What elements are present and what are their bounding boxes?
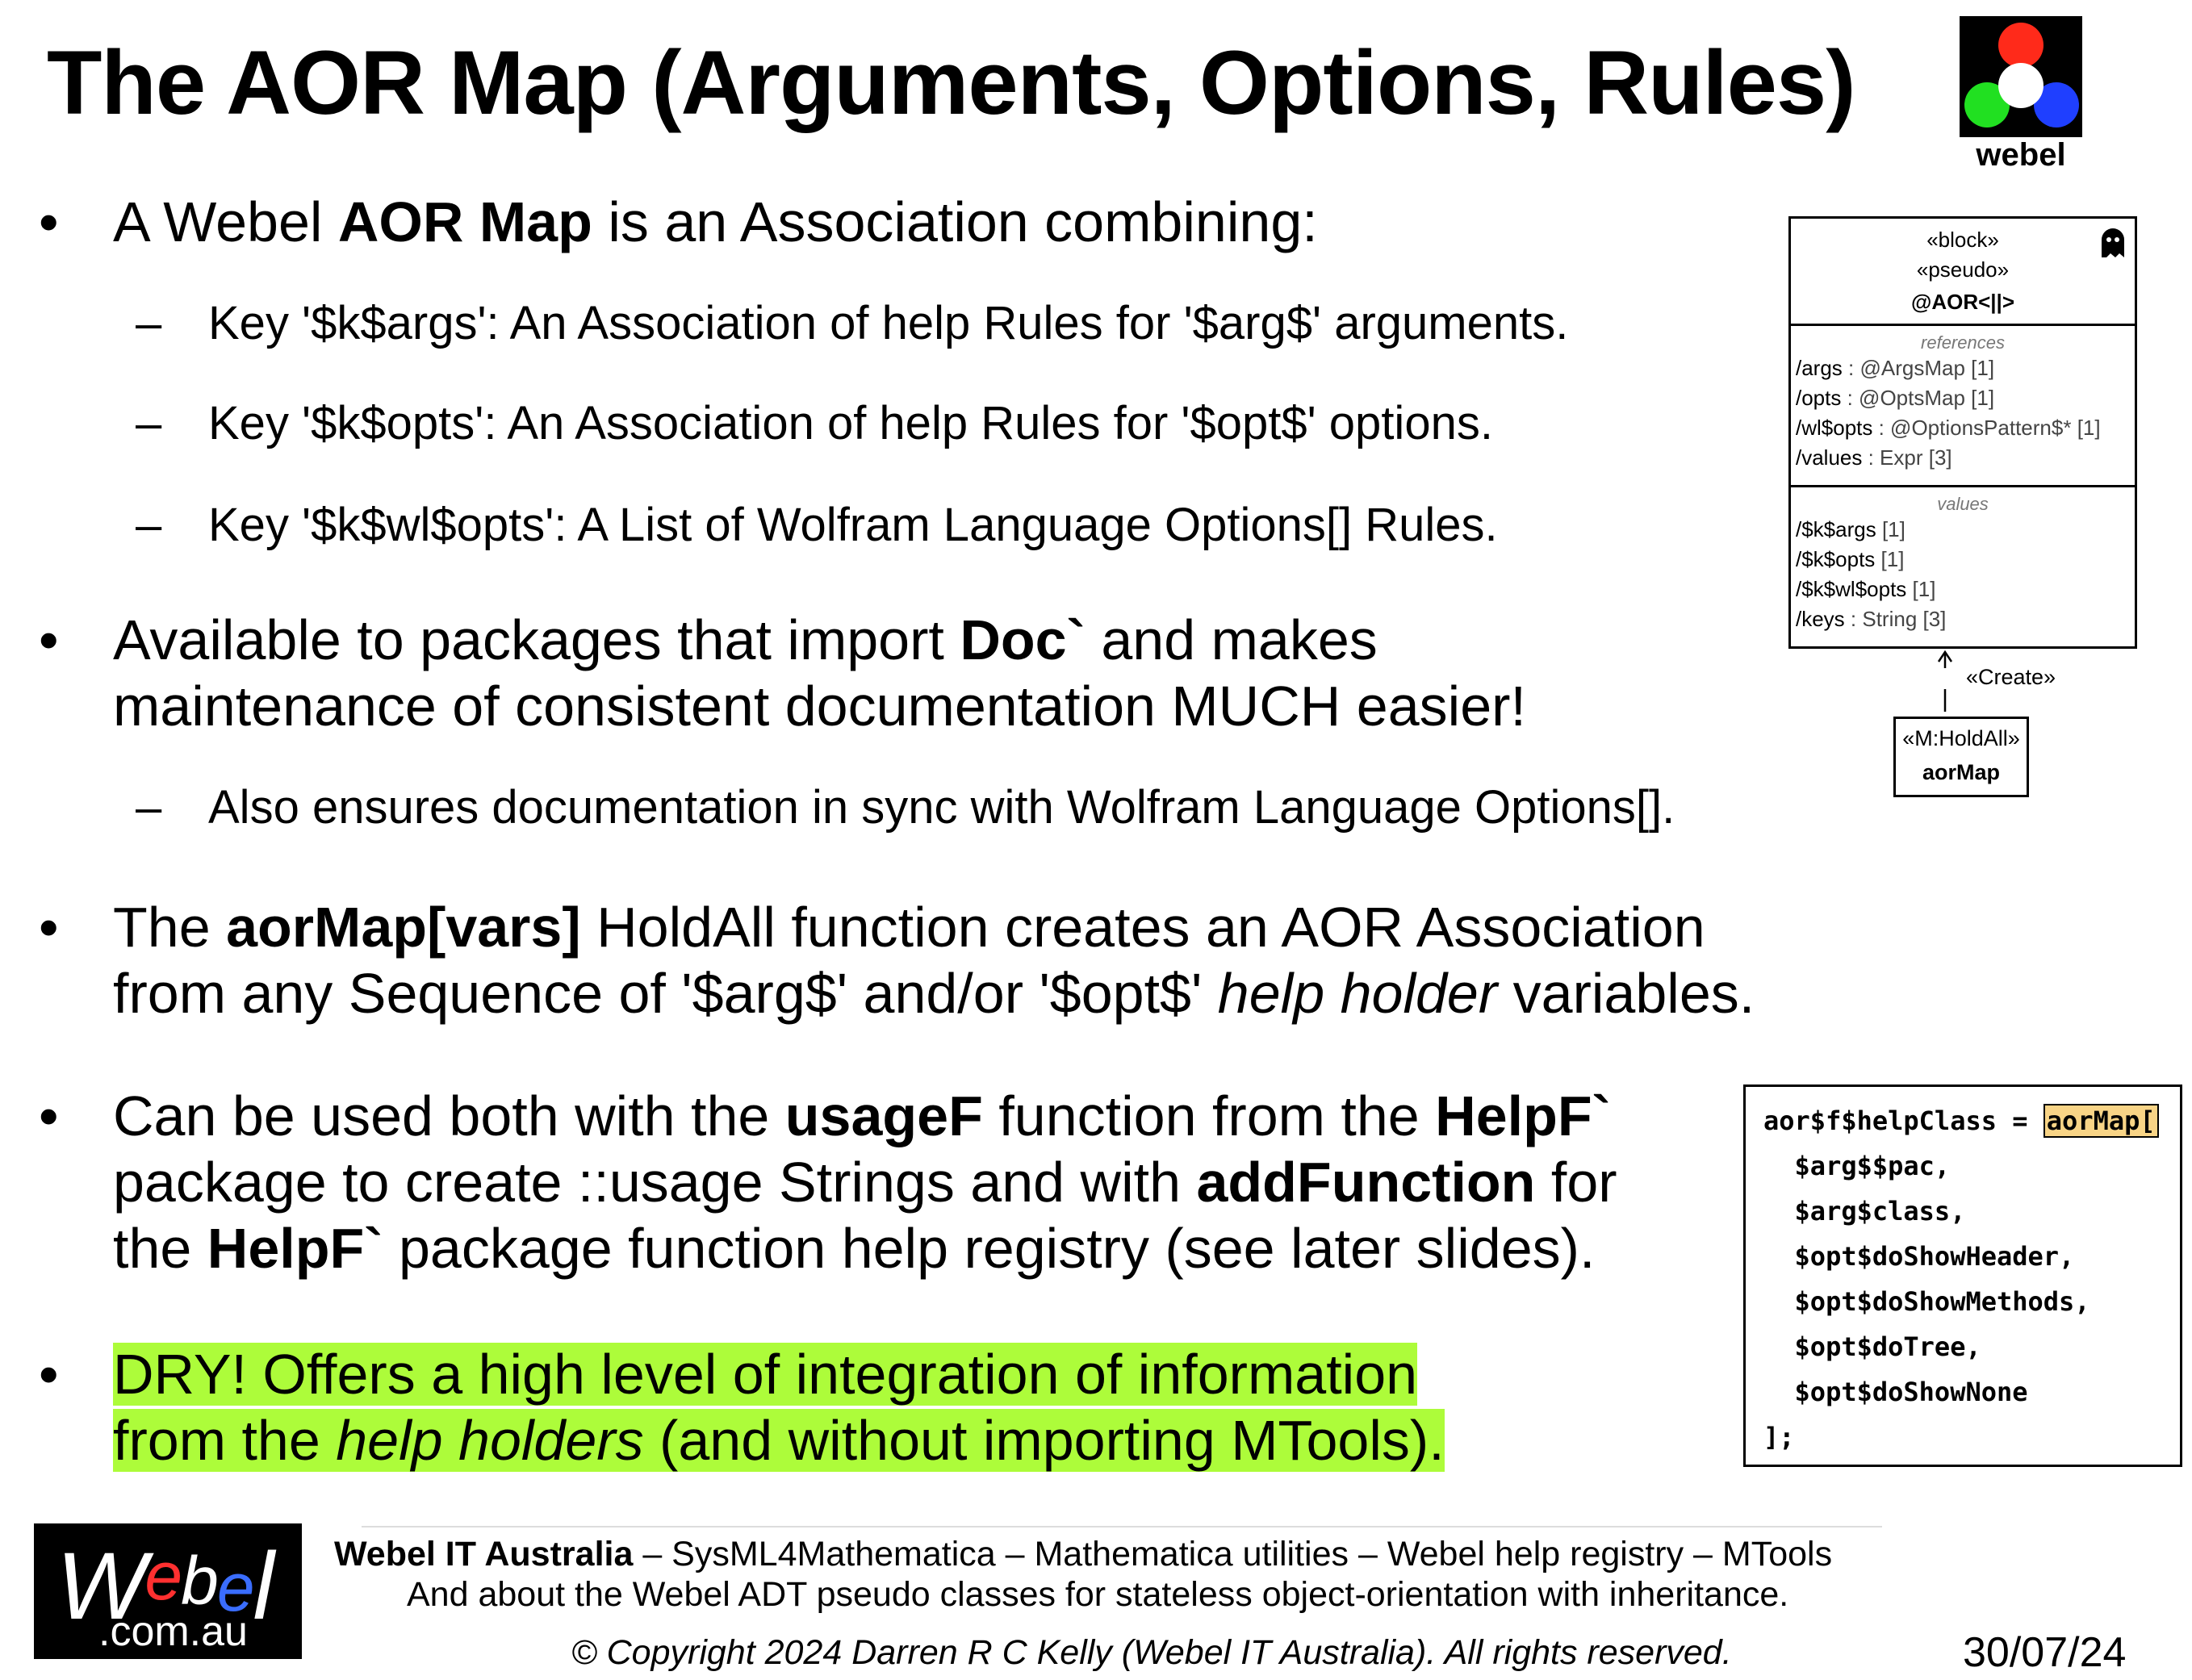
property-name: /$k$wl$opts [1796,577,1907,601]
sub-bullet-text: Key '$k$wl$opts': A List of Wolfram Language Options[] Rules. [208,499,1498,551]
property-type: : @OptionsPattern$* [1] [1872,416,2101,440]
text-run: variables. [1497,962,1755,1025]
text-run: is an Association combining: [592,190,1318,253]
bullet-text [113,1217,1595,1280]
bullet-line [113,189,1318,255]
logo-sub-text: .com.au [98,1608,248,1655]
property-type: [1] [1906,577,1936,601]
logo-main-text: $W^ebel$ [56,1533,273,1640]
bullet-text [113,1151,1617,1214]
footer-line-1 [334,1535,1832,1574]
create-label: «Create» [1966,665,2056,689]
bullet-marker: • [39,896,59,959]
bold-term: HelpF` [1435,1084,1611,1147]
bullet-text [113,962,1755,1025]
code-line: $arg$$pac, [1763,1151,1951,1181]
bullet-line [113,1215,1595,1281]
property-type: : String [3] [1844,607,1947,631]
code-example [1743,1084,2182,1467]
bullet-marker: • [39,608,59,671]
bullet-marker: • [39,1084,59,1147]
bullet-line [113,960,1755,1026]
property-name: /opts [1796,386,1842,410]
uml-property [1791,443,2135,473]
uml-property [1791,515,2135,545]
text-run: from the [113,1409,337,1472]
bullet-text [113,675,1526,738]
text-run: for [1535,1151,1617,1214]
uml-function-aormap [1893,717,2029,797]
bullet-line [113,1407,1445,1473]
footer-divider [362,1525,1882,1528]
footer-copyright: © Copyright 2024 Darren R C Kelly (Webel IT Australia). All rights reserved. [571,1633,1732,1672]
footer-company: Webel IT Australia [334,1535,634,1573]
text-run: maintenance of consistent documentation MUCH easier! [113,675,1526,738]
slide-title: The AOR Map (Arguments, Options, Rules) [47,32,1855,133]
bold-term: usageF [784,1084,983,1147]
bullet-text [113,190,1318,253]
stereotype-pseudo: «pseudo» [1916,257,2010,282]
bold-term: Doc` [960,608,1086,671]
bold-term: AOR Map [337,190,592,253]
text-run: DRY! Offers a high level of integration of information [113,1343,1418,1406]
rgb-circles-icon [1960,16,2082,137]
bullet-text [113,896,1705,959]
bold-term: aorMap[vars] [226,896,581,959]
bullet-text [113,1084,1611,1147]
property-type: : Expr [3] [1862,445,1952,470]
property-name: /$k$opts [1796,547,1876,571]
values-compartment [1791,485,2135,634]
code-line: $arg$class, [1763,1196,1966,1227]
text-run: The [113,896,227,959]
bold-term: addFunction [1196,1151,1536,1214]
uml-property [1791,604,2135,634]
uml-property [1791,413,2135,443]
create-dependency-arrow [1937,649,1953,712]
function-stereotype: «M:HoldAll» [1902,726,2020,750]
highlighted-text [113,1409,1445,1472]
bullet-line [113,607,1378,673]
webel-rgb-logo [1960,16,2082,137]
footer-topics: – SysML4Mathematica – Mathematica utilities – Webel help registry – MTools [633,1535,1833,1573]
property-type: [1] [1875,547,1905,571]
text-run: the [113,1217,207,1280]
sub-bullet-text: Key '$k$opts': An Association of help Rules for '$opt$' options. [208,397,1493,449]
ghost-icon [2099,227,2127,259]
code-line: $opt$doShowNone [1763,1377,2028,1407]
property-name: /wl$opts [1796,416,1873,440]
text-run: package function help registry (see later slides). [383,1217,1596,1280]
property-name: /args [1796,356,1843,380]
bullet-line [113,894,1705,960]
code-prefix: aor$f$helpClass = [1763,1105,2043,1136]
stereotype-block: «block» [1926,228,1999,252]
slide-date: 30/07/24 [1963,1629,2127,1676]
bullet-text [113,608,1378,671]
sub-bullet-text: Also ensures documentation in sync with Wolfram Language Options[]. [208,781,1675,834]
code-line: ]; [1763,1422,1795,1452]
references-title: references [1921,332,2005,353]
function-name: aorMap [1922,760,2001,784]
bullet-line [113,673,1526,739]
uml-block-aor [1788,216,2137,649]
italic-term: help holder [1217,962,1498,1025]
property-type: : @ArgsMap [1] [1842,356,1995,380]
text-run: and makes [1085,608,1378,671]
bullet-line [113,1083,1611,1149]
sub-bullet-dash: – [136,297,162,349]
uml-property [1791,383,2135,413]
bullet-marker: • [39,1343,59,1406]
webel-com-au-logo [34,1523,302,1659]
text-run: A Webel [113,190,338,253]
text-run: package to create ::usage Strings and with [113,1151,1197,1214]
property-name: /keys [1796,607,1845,631]
code-line: $opt$doShowHeader, [1763,1241,2075,1272]
uml-property [1791,353,2135,383]
text-run: Can be used both with the [113,1084,785,1147]
code-line: $opt$doShowMethods, [1763,1286,2090,1317]
highlighted-text [113,1343,1417,1406]
uml-property [1791,575,2135,604]
property-type: : @OptsMap [1] [1841,386,1995,410]
aormap-highlight: aorMap[ [2043,1104,2159,1138]
bullet-line [113,1341,1417,1407]
property-name: /values [1796,445,1863,470]
footer-line-2: And about the Webel ADT pseudo classes for stateless object-orientation with inheritance. [407,1575,1789,1614]
text-run: (and without importing MTools). [643,1409,1445,1472]
sub-bullet-dash: – [136,499,162,551]
text-run: from any Sequence of '$arg$' and/or '$opt$' [113,962,1218,1025]
references-compartment [1791,324,2135,473]
bullet-line [113,1149,1617,1215]
uml-property [1791,545,2135,575]
sub-bullet-text: Key '$k$args': An Association of help Rules for '$arg$' arguments. [208,297,1569,349]
text-run: HoldAll function creates an AOR Association [580,896,1705,959]
text-run: Available to packages that import [113,608,960,671]
sub-bullet-dash: – [136,397,162,449]
sub-bullet-dash: – [136,781,162,834]
bold-term: HelpF` [207,1217,383,1280]
code-line: $opt$doTree, [1763,1331,1981,1362]
property-name: /$k$args [1796,517,1876,541]
block-name: @AOR<||> [1910,290,2015,314]
italic-term: help holders [336,1409,644,1472]
text-run: function from the [982,1084,1436,1147]
bullet-marker: • [39,190,59,253]
code-line [1763,1105,2159,1137]
webel-logo-text: webel [1976,137,2066,173]
property-type: [1] [1876,517,1905,541]
values-title: values [1937,494,1989,514]
